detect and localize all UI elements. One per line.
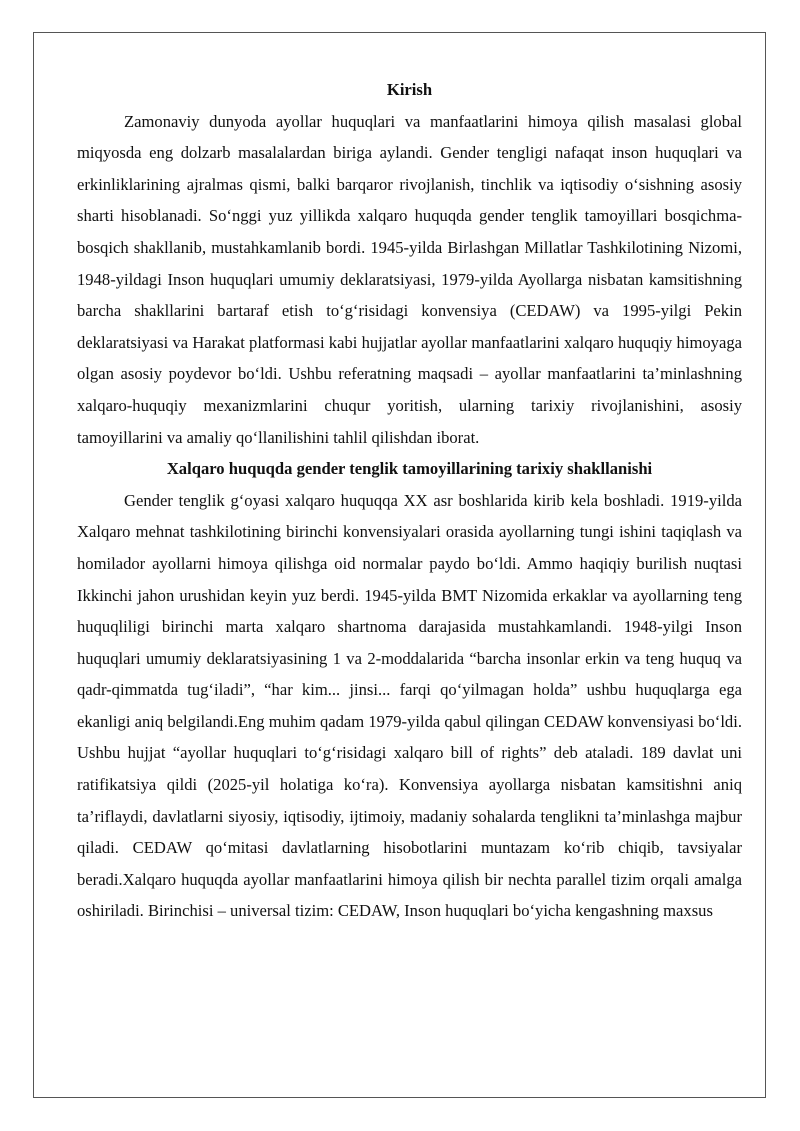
intro-paragraph: Zamonaviy dunyoda ayollar huquqlari va manfaatlarini himoya qilish masalasi global miqyosda eng dolzarb masalalardan biriga aylandi. Gender tengligi nafaqat inson huquqlari va erkinliklarining ajralmas qismi, balki barqaror rivojlanish, tinchlik va iqtisodiy o‘sishning asosiy sharti hisoblanadi. So‘nggi yuz yillikda xalqaro huquqda gender tenglik tamoyillari bosqichma-bosqich shakllanib, mustahkamlanib bordi. 1945-yilda Birlashgan Millatlar Tashkilotining Nizomi, 1948-yildagi Inson huquqlari umumiy deklaratsiyasi, 1979-yilda Ayollarga nisbatan kamsitishning barcha shakllarini bartaraf etish to‘g‘risidagi konvensiya (CEDAW) va 1995-yilgi Pekin deklaratsiyasi va Harakat platformasi kabi hujjatlar ayollar manfaatlarini xalqaro huquqiy himoyaga olgan asosiy poydevor bo‘ldi. Ushbu referatning maqsadi – ayollar manfaatlarini ta’minlashning xalqaro-huquqiy mexanizmlarini chuqur yoritish, ularning tarixiy rivojlanishini, asosiy tamoyillarini va amaliy qo‘llanilishini tahlil qilishdan iborat.: [77, 111, 742, 447]
section-heading: Xalqaro huquqda gender tenglik tamoyillarining tarixiy shakllanishi: [166, 459, 653, 479]
section-paragraph: Gender tenglik g‘oyasi xalqaro huquqqa XX asr boshlarida kirib kela boshladi. 1919-yilda Xalqaro mehnat tashkilotining birinchi konvensiyalari orasida ayollarning tungi ishini taqiqlash va homilador ayollarni himoya qilishga oid normalar paydo bo‘ldi. Ammo haqiqiy burilish nuqtasi Ikkinchi jahon urushidan keyin yuz berdi. 1945-yilda BMT Nizomida erkaklar va ayollarning teng huquqliligi birinchi marta xalqaro shartnoma darajasida mustahkamlandi. 1948-yilgi Inson huquqlari umumiy deklaratsiyasining 1 va 2-moddalarida “barcha insonlar erkin va teng huquq va qadr-qimmatda tug‘iladi”, “har kim... jinsi... farqi qo‘yilmagan holda” ushbu huquqlarga ega ekanligi aniq belgilandi.Eng muhim qadam 1979-yilda qabul qilingan CEDAW konvensiyasi bo‘ldi. Ushbu hujjat “ayollar huquqlari to‘g‘risidagi xalqaro bill of rights” deb ataladi. 189 davlat uni ratifikatsiya qildi (2025-yil holatiga ko‘ra). Konvensiya ayollarga nisbatan kamsitishni aniq ta’riflaydi, davlatlarni siyosiy, iqtisodiy, ijtimoiy, madaniy sohalarda tenglikni ta’minlashga majbur qiladi. CEDAW qo‘mitasi davlatlarning hisobotlarini muntazam ko‘rib chiqib, tavsiyalar beradi.Xalqaro huquqda ayollar manfaatlarini himoya qilish bir nechta parallel tizim orqali amalga oshiriladi. Birinchisi – universal tizim: CEDAW, Inson huquqlari bo‘yicha kengashning maxsus: [77, 490, 742, 921]
document-body: [77, 74, 742, 927]
document-title: Kirish: [386, 80, 433, 99]
